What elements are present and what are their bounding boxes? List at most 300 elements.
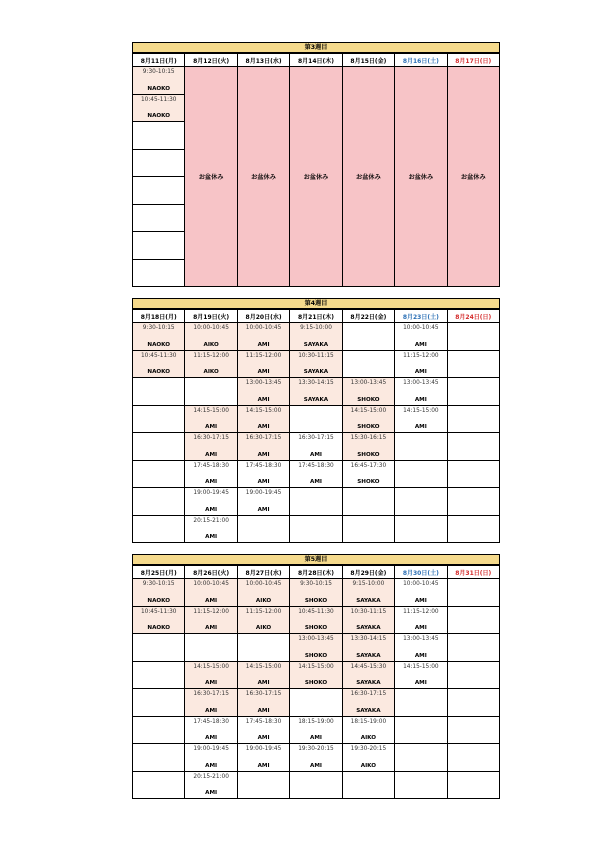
instructor-name: AMI bbox=[257, 680, 270, 686]
lesson-slot bbox=[290, 634, 342, 662]
instructor-name: AIKO bbox=[255, 625, 272, 631]
empty-slot bbox=[237, 634, 289, 662]
empty-slot bbox=[447, 744, 499, 772]
instructor-name: AIKO bbox=[255, 597, 272, 604]
lesson-time: 19:30-20:15 bbox=[298, 746, 334, 752]
lesson-time: 10:00-10:45 bbox=[193, 581, 229, 587]
instructor-name: NAOKO bbox=[147, 113, 171, 119]
lesson-slot bbox=[185, 405, 237, 433]
empty-slot bbox=[395, 515, 447, 543]
time-row bbox=[133, 323, 500, 351]
empty-slot bbox=[133, 661, 185, 689]
holiday-cell: お盆休み bbox=[185, 67, 237, 287]
instructor-name: AMI bbox=[205, 735, 218, 741]
lesson-time: 10:45-11:30 bbox=[298, 608, 334, 615]
lesson-slot bbox=[237, 323, 289, 351]
lesson-time: 15:30-16:15 bbox=[350, 435, 387, 441]
empty-slot bbox=[447, 689, 499, 717]
lesson-time: 20:15-21:00 bbox=[193, 773, 229, 780]
empty-slot bbox=[133, 689, 185, 717]
time-row bbox=[133, 661, 500, 689]
instructor-name: AMI bbox=[257, 479, 270, 485]
day-header: 8月14日(木) bbox=[290, 54, 342, 67]
empty-slot bbox=[290, 515, 342, 543]
lesson-time: 19:30-20:15 bbox=[350, 746, 387, 752]
lesson-slot bbox=[290, 378, 342, 406]
instructor-name: SAYAKA bbox=[356, 625, 381, 631]
empty-slot bbox=[447, 634, 499, 662]
lesson-time: 18:15-19:00 bbox=[298, 718, 334, 725]
instructor-name: AMI bbox=[309, 735, 322, 741]
lesson-time: 10:00-10:45 bbox=[245, 581, 282, 587]
instructor-name: SAYAKA bbox=[303, 369, 329, 375]
empty-slot bbox=[133, 433, 185, 461]
lesson-slot bbox=[290, 661, 342, 689]
instructor-name: NAOKO bbox=[147, 369, 171, 375]
instructor-name: SHOKO bbox=[304, 597, 328, 604]
lesson-slot bbox=[395, 405, 447, 433]
week-title: 第3週目 bbox=[132, 42, 500, 53]
lesson-slot bbox=[237, 661, 289, 689]
instructor-name: SHOKO bbox=[357, 424, 380, 430]
day-header: 8月11日(月) bbox=[133, 54, 185, 67]
instructor-name: AMI bbox=[414, 424, 427, 430]
instructor-name: SHOKO bbox=[304, 680, 328, 686]
instructor-name: SHOKO bbox=[357, 451, 380, 458]
empty-slot bbox=[133, 634, 185, 662]
week3-schedule bbox=[132, 42, 500, 287]
instructor-name: AMI bbox=[257, 707, 270, 714]
instructor-name: AMI bbox=[205, 506, 218, 513]
instructor-name: AMI bbox=[414, 341, 427, 348]
lesson-slot bbox=[395, 634, 447, 662]
lesson-time: 10:00-10:45 bbox=[403, 581, 439, 587]
lesson-time: 16:45-17:30 bbox=[350, 462, 387, 469]
empty-slot bbox=[447, 579, 499, 607]
instructor-name: AMI bbox=[257, 369, 270, 375]
instructor-name: AMI bbox=[205, 451, 218, 458]
schedule-table bbox=[132, 53, 500, 287]
day-header: 8月27日(水) bbox=[237, 566, 289, 579]
lesson-slot bbox=[237, 744, 289, 772]
empty-slot bbox=[133, 232, 185, 260]
time-row bbox=[133, 606, 500, 634]
day-header: 8月15日(金) bbox=[342, 54, 394, 67]
lesson-slot bbox=[342, 460, 394, 488]
lesson-slot bbox=[237, 716, 289, 744]
lesson-slot bbox=[185, 323, 237, 351]
lesson-time: 14:15-15:00 bbox=[403, 663, 439, 670]
time-row bbox=[133, 488, 500, 516]
holiday-cell: お盆休み bbox=[447, 67, 499, 287]
lesson-slot bbox=[185, 433, 237, 461]
lesson-time: 9:30-10:15 bbox=[142, 69, 175, 75]
empty-slot bbox=[447, 716, 499, 744]
lesson-time: 16:30-17:15 bbox=[298, 435, 334, 441]
day-header: 8月16日(土) bbox=[395, 54, 447, 67]
empty-slot bbox=[237, 515, 289, 543]
empty-slot bbox=[447, 488, 499, 516]
time-row bbox=[133, 67, 500, 95]
instructor-name: AMI bbox=[205, 424, 218, 430]
time-row bbox=[133, 579, 500, 607]
lesson-time: 19:00-19:45 bbox=[245, 490, 282, 496]
empty-slot bbox=[395, 433, 447, 461]
lesson-slot bbox=[342, 661, 394, 689]
instructor-name: SAYAKA bbox=[356, 597, 381, 604]
lesson-time: 16:30-17:15 bbox=[245, 691, 282, 697]
lesson-time: 9:30-10:15 bbox=[142, 581, 175, 587]
lesson-time: 19:00-19:45 bbox=[193, 746, 229, 752]
instructor-name: AIKO bbox=[360, 735, 377, 741]
empty-slot bbox=[447, 378, 499, 406]
instructor-name: AMI bbox=[205, 597, 218, 604]
lesson-slot bbox=[395, 350, 447, 378]
empty-slot bbox=[395, 689, 447, 717]
day-header: 8月20日(水) bbox=[237, 310, 289, 323]
lesson-time: 13:00-13:45 bbox=[245, 380, 282, 386]
lesson-slot bbox=[133, 67, 185, 95]
schedule-table bbox=[132, 309, 500, 543]
empty-slot bbox=[185, 634, 237, 662]
lesson-slot bbox=[133, 579, 185, 607]
empty-slot bbox=[133, 460, 185, 488]
empty-slot bbox=[290, 771, 342, 799]
empty-slot bbox=[395, 716, 447, 744]
holiday-cell: お盆休み bbox=[395, 67, 447, 287]
empty-slot bbox=[290, 488, 342, 516]
instructor-name: AMI bbox=[414, 680, 427, 686]
lesson-slot bbox=[237, 433, 289, 461]
lesson-slot bbox=[290, 433, 342, 461]
lesson-time: 19:00-19:45 bbox=[193, 490, 229, 496]
lesson-time: 11:15-12:00 bbox=[193, 352, 229, 359]
instructor-name: SHOKO bbox=[357, 396, 380, 403]
day-header: 8月23日(土) bbox=[395, 310, 447, 323]
lesson-time: 14:15-15:00 bbox=[193, 407, 229, 414]
instructor-name: SHOKO bbox=[357, 479, 380, 485]
lesson-slot bbox=[342, 716, 394, 744]
empty-slot bbox=[342, 771, 394, 799]
lesson-time: 14:15-15:00 bbox=[350, 407, 387, 414]
lesson-time: 13:30-14:15 bbox=[350, 636, 387, 642]
instructor-name: AMI bbox=[257, 396, 270, 403]
lesson-time: 13:00-13:45 bbox=[403, 636, 439, 642]
empty-slot bbox=[237, 771, 289, 799]
lesson-slot bbox=[237, 460, 289, 488]
day-header: 8月17日(日) bbox=[447, 54, 499, 67]
lesson-time: 16:30-17:15 bbox=[350, 691, 387, 697]
instructor-name: AIKO bbox=[203, 369, 219, 375]
lesson-slot bbox=[290, 716, 342, 744]
lesson-time: 11:15-12:00 bbox=[403, 352, 439, 359]
day-header-row bbox=[133, 566, 500, 579]
lesson-time: 11:15-12:00 bbox=[193, 608, 229, 615]
lesson-time: 9:30-10:15 bbox=[300, 581, 332, 587]
lesson-slot bbox=[395, 661, 447, 689]
empty-slot bbox=[133, 204, 185, 232]
empty-slot bbox=[395, 488, 447, 516]
empty-slot bbox=[447, 460, 499, 488]
time-row bbox=[133, 771, 500, 799]
lesson-slot bbox=[185, 771, 237, 799]
lesson-slot bbox=[185, 744, 237, 772]
lesson-time: 18:15-19:00 bbox=[350, 718, 387, 725]
lesson-slot bbox=[133, 350, 185, 378]
instructor-name: AMI bbox=[414, 597, 427, 604]
lesson-slot bbox=[237, 488, 289, 516]
instructor-name: SAYAKA bbox=[356, 652, 381, 659]
instructor-name: AMI bbox=[257, 424, 270, 430]
lesson-time: 9:30-10:15 bbox=[142, 325, 175, 331]
time-row bbox=[133, 405, 500, 433]
instructor-name: AMI bbox=[309, 762, 322, 769]
empty-slot bbox=[133, 405, 185, 433]
empty-slot bbox=[342, 488, 394, 516]
lesson-slot bbox=[395, 606, 447, 634]
lesson-time: 11:15-12:00 bbox=[245, 352, 282, 359]
lesson-time: 17:45-18:30 bbox=[298, 462, 334, 469]
empty-slot bbox=[395, 460, 447, 488]
lesson-time: 14:45-15:30 bbox=[350, 663, 387, 670]
lesson-slot bbox=[185, 350, 237, 378]
instructor-name: AMI bbox=[257, 451, 270, 458]
instructor-name: AMI bbox=[414, 625, 427, 631]
instructor-name: NAOKO bbox=[147, 85, 171, 92]
lesson-time: 10:30-11:15 bbox=[298, 352, 334, 359]
instructor-name: AMI bbox=[205, 534, 218, 540]
lesson-slot bbox=[133, 94, 185, 122]
instructor-name: AMI bbox=[205, 625, 218, 631]
lesson-time: 13:00-13:45 bbox=[403, 380, 439, 386]
instructor-name: AMI bbox=[309, 451, 322, 458]
day-header: 8月12日(火) bbox=[185, 54, 237, 67]
lesson-slot bbox=[342, 378, 394, 406]
lesson-time: 17:45-18:30 bbox=[245, 718, 282, 725]
lesson-slot bbox=[237, 378, 289, 406]
lesson-slot bbox=[395, 579, 447, 607]
week-title: 第5週目 bbox=[132, 554, 500, 565]
lesson-time: 13:00-13:45 bbox=[298, 636, 334, 642]
instructor-name: AMI bbox=[257, 506, 270, 513]
time-row bbox=[133, 689, 500, 717]
instructor-name: AMI bbox=[205, 479, 218, 485]
instructor-name: SAYAKA bbox=[303, 396, 329, 403]
lesson-slot bbox=[237, 579, 289, 607]
instructor-name: AMI bbox=[257, 762, 270, 769]
time-row bbox=[133, 634, 500, 662]
empty-slot bbox=[447, 515, 499, 543]
lesson-time: 14:15-15:00 bbox=[245, 407, 282, 414]
empty-slot bbox=[133, 716, 185, 744]
instructor-name: AMI bbox=[257, 341, 270, 348]
lesson-slot bbox=[133, 323, 185, 351]
lesson-time: 13:30-14:15 bbox=[298, 380, 334, 386]
day-header: 8月25日(月) bbox=[133, 566, 185, 579]
instructor-name: NAOKO bbox=[147, 597, 171, 604]
instructor-name: SAYAKA bbox=[356, 707, 381, 714]
empty-slot bbox=[133, 149, 185, 177]
schedule-table bbox=[132, 565, 500, 799]
empty-slot bbox=[342, 323, 394, 351]
empty-slot bbox=[342, 350, 394, 378]
empty-slot bbox=[133, 378, 185, 406]
lesson-time: 20:15-21:00 bbox=[193, 517, 229, 524]
lesson-time: 10:00-10:45 bbox=[403, 325, 439, 331]
lesson-time: 17:45-18:30 bbox=[193, 718, 229, 725]
time-row bbox=[133, 433, 500, 461]
lesson-slot bbox=[290, 744, 342, 772]
instructor-name: SHOKO bbox=[304, 625, 328, 631]
instructor-name: AMI bbox=[257, 735, 270, 741]
week5-schedule bbox=[132, 554, 500, 799]
empty-slot bbox=[395, 744, 447, 772]
lesson-slot bbox=[290, 460, 342, 488]
day-header: 8月29日(金) bbox=[342, 566, 394, 579]
instructor-name: AMI bbox=[205, 707, 218, 714]
empty-slot bbox=[447, 771, 499, 799]
time-row bbox=[133, 515, 500, 543]
lesson-time: 17:45-18:30 bbox=[193, 462, 229, 469]
day-header: 8月13日(水) bbox=[237, 54, 289, 67]
lesson-slot bbox=[185, 460, 237, 488]
instructor-name: AMI bbox=[309, 479, 322, 485]
instructor-name: AMI bbox=[205, 680, 218, 686]
empty-slot bbox=[447, 323, 499, 351]
lesson-time: 9:15-10:00 bbox=[352, 581, 385, 587]
lesson-slot bbox=[237, 689, 289, 717]
lesson-time: 10:00-10:45 bbox=[193, 325, 229, 331]
lesson-slot bbox=[342, 433, 394, 461]
instructor-name: SAYAKA bbox=[356, 680, 381, 686]
lesson-time: 14:15-15:00 bbox=[245, 663, 282, 670]
lesson-time: 16:30-17:15 bbox=[245, 435, 282, 441]
day-header: 8月28日(木) bbox=[290, 566, 342, 579]
lesson-slot bbox=[290, 579, 342, 607]
lesson-slot bbox=[237, 405, 289, 433]
instructor-name: AMI bbox=[205, 790, 218, 796]
lesson-time: 19:00-19:45 bbox=[245, 746, 282, 752]
lesson-slot bbox=[185, 606, 237, 634]
lesson-time: 10:00-10:45 bbox=[245, 325, 282, 331]
day-header-row bbox=[133, 310, 500, 323]
holiday-cell: お盆休み bbox=[237, 67, 289, 287]
lesson-slot bbox=[342, 689, 394, 717]
day-header: 8月26日(火) bbox=[185, 566, 237, 579]
empty-slot bbox=[133, 488, 185, 516]
empty-slot bbox=[395, 771, 447, 799]
lesson-slot bbox=[342, 744, 394, 772]
lesson-slot bbox=[185, 515, 237, 543]
week-title: 第4週目 bbox=[132, 298, 500, 309]
day-header: 8月18日(月) bbox=[133, 310, 185, 323]
empty-slot bbox=[447, 433, 499, 461]
empty-slot bbox=[447, 350, 499, 378]
empty-slot bbox=[133, 259, 185, 287]
lesson-time: 16:30-17:15 bbox=[193, 691, 229, 697]
empty-slot bbox=[133, 744, 185, 772]
instructor-name: SAYAKA bbox=[303, 341, 329, 348]
empty-slot bbox=[133, 771, 185, 799]
lesson-slot bbox=[290, 323, 342, 351]
instructor-name: AMI bbox=[414, 396, 427, 403]
time-row bbox=[133, 378, 500, 406]
lesson-slot bbox=[185, 579, 237, 607]
instructor-name: NAOKO bbox=[147, 625, 171, 631]
day-header-row bbox=[133, 54, 500, 67]
lesson-time: 11:15-12:00 bbox=[403, 608, 439, 615]
lesson-slot bbox=[237, 606, 289, 634]
lesson-time: 14:15-15:00 bbox=[298, 663, 334, 670]
empty-slot bbox=[133, 177, 185, 205]
lesson-time: 10:45-11:30 bbox=[140, 608, 177, 615]
lesson-time: 10:45-11:30 bbox=[140, 352, 177, 359]
lesson-slot bbox=[342, 606, 394, 634]
lesson-time: 13:00-13:45 bbox=[350, 380, 387, 386]
time-row bbox=[133, 350, 500, 378]
empty-slot bbox=[447, 661, 499, 689]
lesson-time: 16:30-17:15 bbox=[193, 435, 229, 441]
time-row bbox=[133, 460, 500, 488]
lesson-slot bbox=[342, 405, 394, 433]
empty-slot bbox=[133, 515, 185, 543]
instructor-name: AIKO bbox=[360, 762, 377, 769]
holiday-cell: お盆休み bbox=[342, 67, 394, 287]
lesson-slot bbox=[185, 689, 237, 717]
time-row bbox=[133, 716, 500, 744]
week4-schedule bbox=[132, 298, 500, 543]
time-row bbox=[133, 744, 500, 772]
empty-slot bbox=[290, 405, 342, 433]
lesson-slot bbox=[185, 488, 237, 516]
lesson-time: 11:15-12:00 bbox=[245, 608, 282, 615]
lesson-slot bbox=[185, 716, 237, 744]
day-header: 8月24日(日) bbox=[447, 310, 499, 323]
empty-slot bbox=[342, 515, 394, 543]
day-header: 8月30日(土) bbox=[395, 566, 447, 579]
empty-slot bbox=[290, 689, 342, 717]
day-header: 8月19日(火) bbox=[185, 310, 237, 323]
lesson-slot bbox=[395, 378, 447, 406]
instructor-name: AMI bbox=[414, 652, 427, 659]
lesson-time: 9:15-10:00 bbox=[300, 325, 332, 331]
lesson-time: 17:45-18:30 bbox=[245, 462, 282, 469]
lesson-slot bbox=[342, 634, 394, 662]
lesson-slot bbox=[237, 350, 289, 378]
empty-slot bbox=[133, 122, 185, 150]
day-header: 8月21日(木) bbox=[290, 310, 342, 323]
lesson-time: 14:15-15:00 bbox=[193, 663, 229, 670]
instructor-name: AMI bbox=[414, 369, 427, 375]
instructor-name: NAOKO bbox=[147, 341, 171, 348]
lesson-slot bbox=[185, 661, 237, 689]
empty-slot bbox=[185, 378, 237, 406]
lesson-time: 10:45-11:30 bbox=[140, 96, 177, 103]
day-header: 8月22日(金) bbox=[342, 310, 394, 323]
lesson-slot bbox=[395, 323, 447, 351]
holiday-cell: お盆休み bbox=[290, 67, 342, 287]
lesson-time: 10:30-11:15 bbox=[350, 608, 387, 615]
instructor-name: AMI bbox=[205, 762, 218, 769]
empty-slot bbox=[447, 606, 499, 634]
instructor-name: AIKO bbox=[203, 341, 219, 348]
lesson-slot bbox=[342, 579, 394, 607]
lesson-time: 14:15-15:00 bbox=[403, 407, 439, 414]
lesson-slot bbox=[290, 350, 342, 378]
empty-slot bbox=[447, 405, 499, 433]
lesson-slot bbox=[290, 606, 342, 634]
lesson-slot bbox=[133, 606, 185, 634]
